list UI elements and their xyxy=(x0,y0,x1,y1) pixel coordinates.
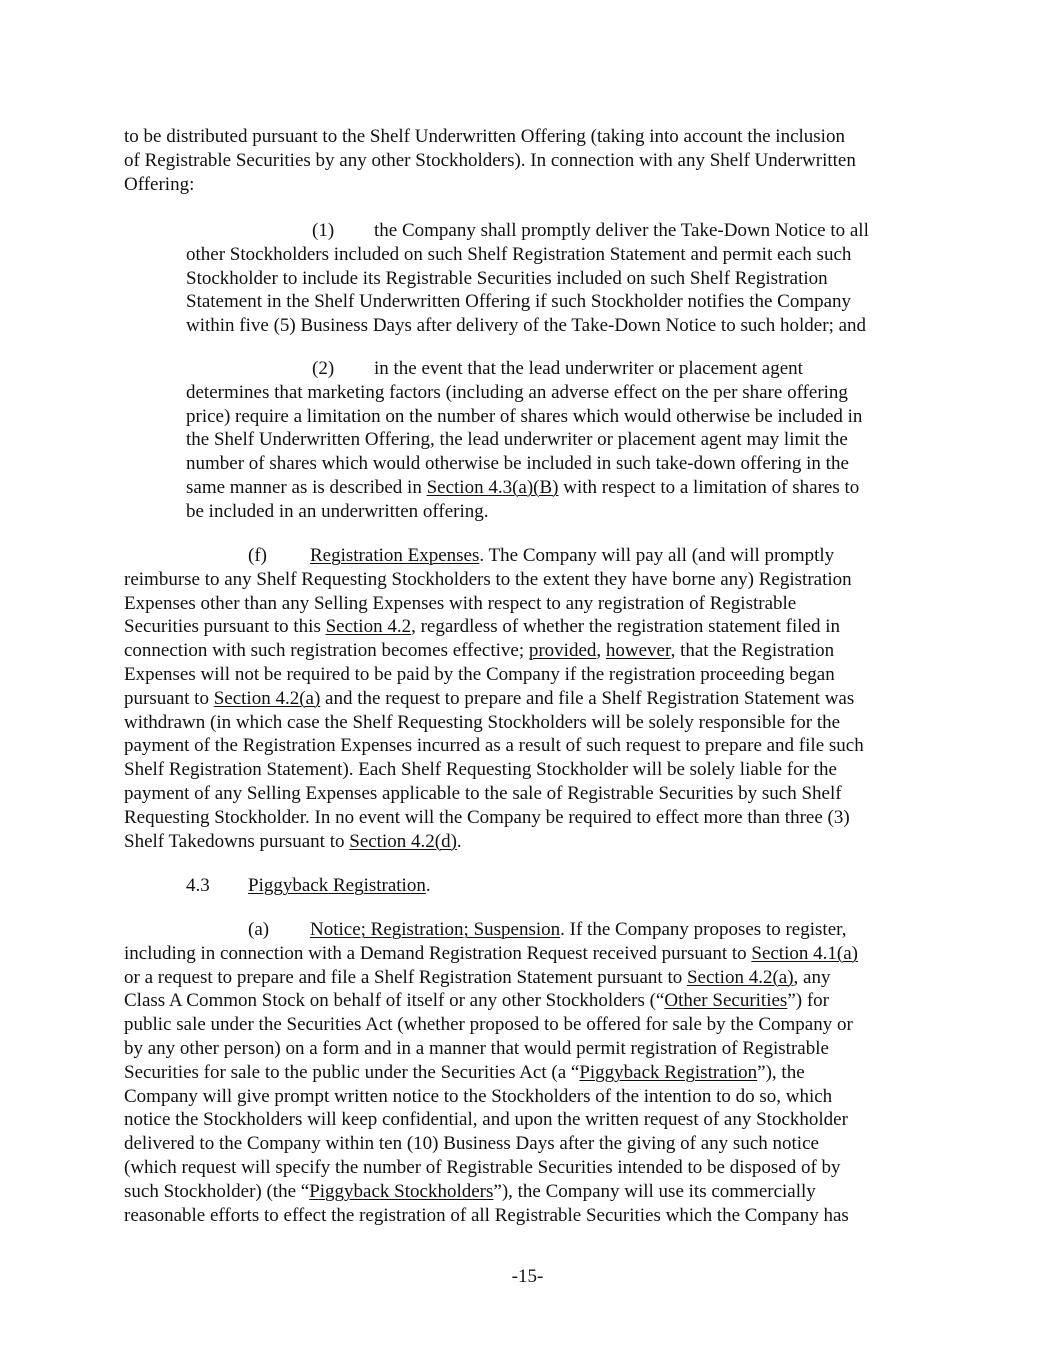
provided-term: provided xyxy=(528,640,597,662)
section-4-2-d-reference: Section 4.2(d) xyxy=(349,830,457,852)
para-f-line: Shelf Takedowns pursuant to Section 4.2(d). xyxy=(124,830,462,852)
notice-registration-suspension-heading: Notice; Registration; Suspension xyxy=(310,919,561,940)
page-number: -15- xyxy=(511,1266,544,1287)
para-a-line: including in connection with a Demand Registration Request received pursuant to Section 4.1(a) xyxy=(124,942,858,964)
notice-registration-paragraph xyxy=(124,918,858,1227)
item-2-label: (2) xyxy=(312,358,335,379)
piggyback-registration-term: Piggyback Registration xyxy=(579,1061,758,1083)
para-a-line: reasonable efforts to effect the registration of all Registrable Securities which the Company has xyxy=(124,1204,849,1226)
para-a-line: by any other person) on a form and in a manner that would permit registration of Registrable xyxy=(124,1037,829,1059)
para-a-first-line: (a) Notice; Registration; Suspension. If the Company proposes to register, xyxy=(248,919,847,940)
para-f-line: reimburse to any Shelf Requesting Stockholders to the extent they have borne any) Registration xyxy=(124,568,852,590)
item-2-line: number of shares which would otherwise be included in such take-down offering in the xyxy=(186,453,849,475)
para-f-line: pursuant to Section 4.2(a) and the request to prepare and file a Shelf Registration Statement was xyxy=(124,687,855,709)
item-2-line: the Shelf Underwritten Offering, the lead underwriter or placement agent may limit the xyxy=(186,429,848,451)
intro-line: of Registrable Securities by any other Stockholders). In connection with any Shelf Underwritten xyxy=(124,149,856,171)
item-1-line: Stockholder to include its Registrable Securities included on such Shelf Registration xyxy=(186,267,828,289)
para-f-line: payment of the Registration Expenses incurred as a result of such request to prepare and file such xyxy=(124,735,864,757)
para-f-line: Expenses other than any Selling Expenses with respect to any registration of Registrable xyxy=(124,592,797,614)
section-4-3-heading: 4.3 Piggyback Registration. xyxy=(186,875,431,896)
section-4-2-a-reference: Section 4.2(a) xyxy=(686,966,794,988)
item-2-line: be included in an underwritten offering. xyxy=(186,500,489,522)
para-f-line: Securities pursuant to this Section 4.2, regardless of whether the registration statement filed in xyxy=(124,616,841,638)
item-1-line: other Stockholders included on such Shelf Registration Statement and permit each such xyxy=(186,243,852,265)
para-f-line: withdrawn (in which case the Shelf Requesting Stockholders will be solely responsible for the xyxy=(124,711,841,733)
para-a-line: Class A Common Stock on behalf of itself or any other Stockholders (“Other Securities”) for xyxy=(124,990,829,1012)
however-term: however xyxy=(605,640,671,662)
section-4-2-reference: Section 4.2 xyxy=(325,616,412,638)
registration-expenses-heading: Registration Expenses xyxy=(310,545,480,566)
item-2-first-line: (2) in the event that the lead underwriter or placement agent xyxy=(312,358,803,379)
item-2-line: price) require a limitation on the number of shares which would otherwise be included in xyxy=(186,405,863,427)
section-number: 4.3 xyxy=(186,875,210,896)
item-1-label: (1) xyxy=(312,220,335,241)
item-1-line: within five (5) Business Days after delivery of the Take-Down Notice to such holder; and xyxy=(186,315,867,337)
other-securities-term: Other Securities xyxy=(664,990,788,1012)
section-title: Piggyback Registration xyxy=(248,875,426,896)
para-a-line: or a request to prepare and file a Shelf Registration Statement pursuant to Section 4.2(a), any xyxy=(124,966,831,988)
para-f-line: Expenses will not be required to be paid by the Company if the registration proceeding began xyxy=(124,663,835,685)
para-a-line: (which request will specify the number of Registrable Securities intended to be disposed of by xyxy=(124,1156,841,1178)
para-a-line: notice the Stockholders will keep confidential, and upon the written request of any Stockholder xyxy=(124,1109,848,1131)
para-a-label: (a) xyxy=(248,919,270,940)
section-4-1-a-reference: Section 4.1(a) xyxy=(751,942,858,964)
section-4-3-a-b-reference: Section 4.3(a)(B) xyxy=(426,476,559,498)
item-1-paragraph xyxy=(186,219,869,338)
intro-paragraph xyxy=(124,125,856,196)
para-a-line: Securities for sale to the public under the Securities Act (a “Piggyback Registration”), the xyxy=(124,1061,805,1083)
para-f-line: payment of any Selling Expenses applicable to the sale of Registrable Securities by such Shelf xyxy=(124,782,842,804)
intro-line: to be distributed pursuant to the Shelf Underwritten Offering (taking into account the inclusion xyxy=(124,126,845,147)
para-a-line: such Stockholder) (the “Piggyback Stockholders”), the Company will use its commercially xyxy=(124,1180,816,1202)
para-a-line: delivered to the Company within ten (10) Business Days after the giving of any such notice xyxy=(124,1133,819,1155)
item-2-paragraph xyxy=(186,357,862,524)
item-1-first-line: (1) the Company shall promptly deliver the Take-Down Notice to all xyxy=(312,220,869,241)
item-2-line: determines that marketing factors (including an adverse effect on the per share offering xyxy=(186,381,848,403)
section-4-2-a-reference: Section 4.2(a) xyxy=(213,687,321,709)
para-a-line: public sale under the Securities Act (whether proposed to be offered for sale by the Company or xyxy=(124,1014,853,1036)
para-f-label: (f) xyxy=(248,545,267,566)
piggyback-stockholders-term: Piggyback Stockholders xyxy=(309,1180,494,1202)
item-2-line: same manner as is described in Section 4.3(a)(B) with respect to a limitation of shares to xyxy=(186,476,860,498)
item-1-line: Statement in the Shelf Underwritten Offering if such Stockholder notifies the Company xyxy=(186,291,852,313)
registration-expenses-paragraph xyxy=(124,544,864,853)
para-f-line: Shelf Registration Statement). Each Shelf Requesting Stockholder will be solely liable for the xyxy=(124,759,837,781)
intro-line: Offering: xyxy=(124,173,195,195)
para-f-line: connection with such registration becomes effective; provided, however, that the Registration xyxy=(124,640,835,662)
para-f-line: Requesting Stockholder. In no event will the Company be required to effect more than three (3) xyxy=(124,806,850,828)
para-f-first-line: (f) Registration Expenses. The Company will pay all (and will promptly xyxy=(248,545,835,566)
para-a-line: Company will give prompt written notice to the Stockholders of the intention to do so, which xyxy=(124,1085,833,1107)
